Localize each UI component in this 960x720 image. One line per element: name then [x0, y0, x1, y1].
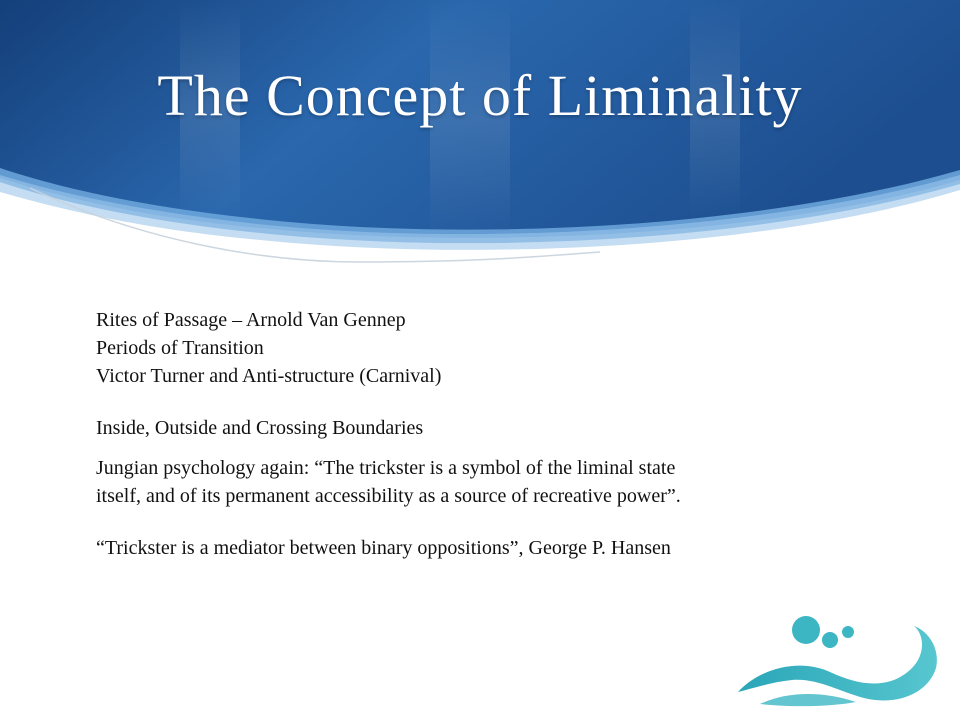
header-background	[0, 0, 960, 300]
bullet-victor-turner: Victor Turner and Anti-structure (Carnival)	[96, 365, 442, 387]
slide-title: The Concept of Liminality	[157, 63, 803, 128]
slide-body	[96, 306, 876, 562]
wave-bubbles-logo-icon	[730, 608, 950, 708]
bullet-periods-of-transition: Periods of Transition	[96, 337, 264, 359]
bullet-rites-of-passage: Rites of Passage – Arnold Van Gennep	[96, 309, 406, 331]
quote-jungian-line-2: itself, and of its permanent accessibility as a source of recreative power”.	[96, 485, 681, 507]
bullet-crossing-boundaries: Inside, Outside and Crossing Boundaries	[96, 417, 424, 439]
quote-hansen: “Trickster is a mediator between binary oppositions”, George P. Hansen	[96, 537, 671, 559]
quote-jungian-line-1: Jungian psychology again: “The trickster is a symbol of the liminal state	[96, 457, 676, 479]
